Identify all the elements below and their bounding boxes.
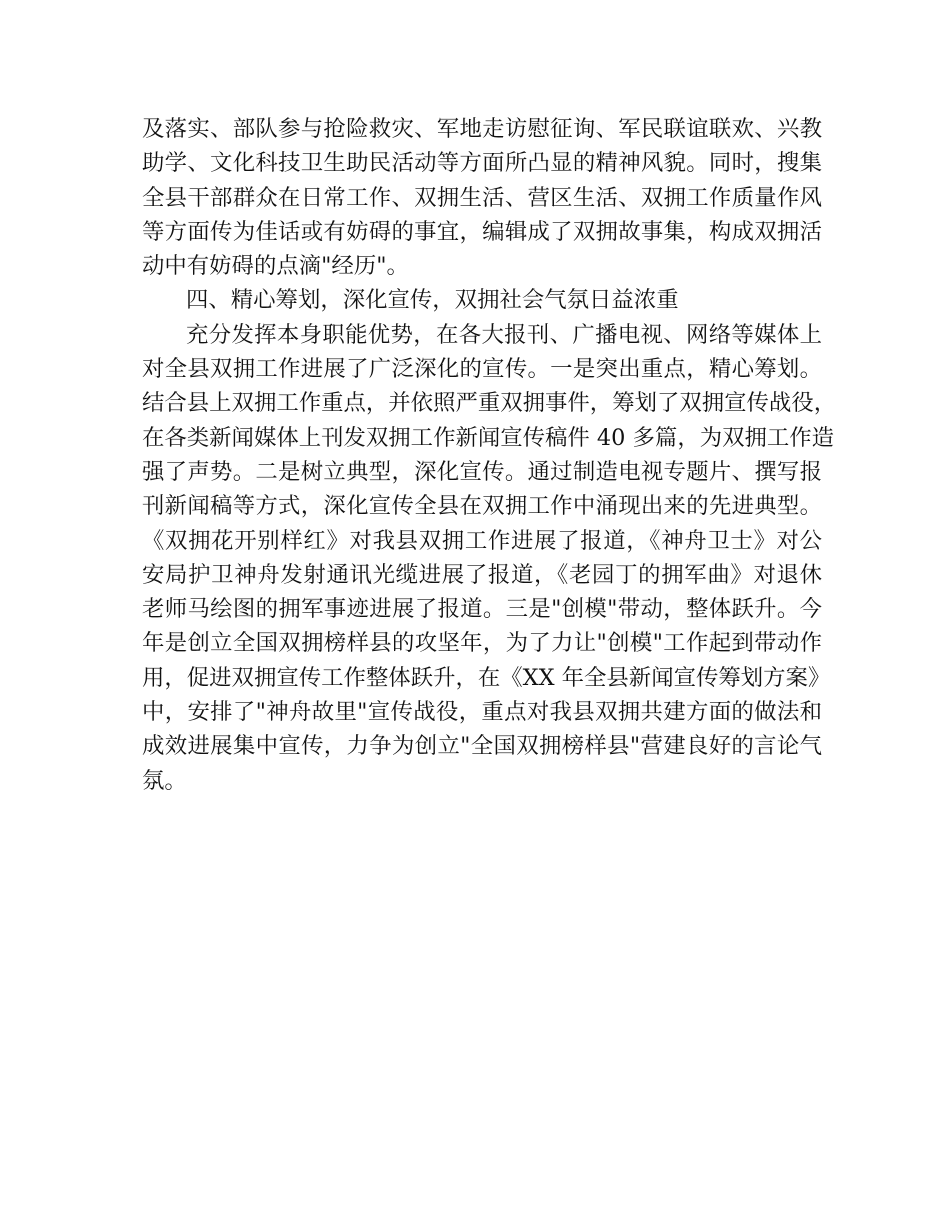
text-line: 《双拥花开别样红》对我县双拥工作进展了报道，《神舟卫士》对公	[142, 527, 822, 554]
text-line: 成效进展集中宣传，力争为创立"全国双拥榜样县"营建良好的言论气	[142, 733, 822, 760]
text-line: 对全县双拥工作进展了广泛深化的宣传。一是突出重点，精心筹划。	[142, 356, 822, 383]
text-line: 充分发挥本身职能优势，在各大报刊、广播电视、网络等媒体上	[186, 321, 822, 348]
text-line: 结合县上双拥工作重点，并依照严重双拥事件，筹划了双拥宣传战役，	[142, 390, 837, 417]
text-line: 在各类新闻媒体上刊发双拥工作新闻宣传稿件 40 多篇，为双拥工作造	[142, 424, 835, 451]
text-line: 助学、文化科技卫生助民活动等方面所凸显的精神风貌。同时，搜集	[142, 150, 822, 177]
text-line: 等方面传为佳话或有妨碍的事宜，编辑成了双拥故事集，构成双拥活	[142, 218, 822, 245]
text-line: 动中有妨碍的点滴"经历"。	[142, 253, 409, 280]
text-line: 及落实、部队参与抢险救灾、军地走访慰征询、军民联谊联欢、兴教	[142, 116, 822, 142]
text-line: 安局护卫神舟发射通讯光缆进展了报道，《老园丁的拥军曲》对退休	[142, 561, 822, 588]
body-text	[142, 112, 837, 798]
text-line: 年是创立全国双拥榜样县的攻坚年，为了力让"创模"工作起到带动作	[142, 630, 822, 657]
text-line: 刊新闻稿等方式，深化宣传全县在双拥工作中涌现出来的先进典型。	[142, 493, 822, 520]
text-line: 中，安排了"神舟故里"宣传战役，重点对我县双拥共建方面的做法和	[142, 699, 822, 726]
text-line: 氛。	[142, 767, 187, 794]
text-line: 全县干部群众在日常工作、双拥生活、营区生活、双拥工作质量作风	[142, 184, 822, 211]
text-line: 老师马绘图的拥军事迹进展了报道。三是"创模"带动，整体跃升。今	[142, 596, 822, 623]
section-heading: 四、精心筹划，深化宣传，双拥社会气氛日益浓重	[186, 287, 679, 314]
text-line: 强了声势。二是树立典型，深化宣传。通过制造电视专题片、撰写报	[142, 458, 822, 485]
text-line: 用，促进双拥宣传工作整体跃升，在《XX 年全县新闻宣传筹划方案》	[142, 664, 831, 691]
